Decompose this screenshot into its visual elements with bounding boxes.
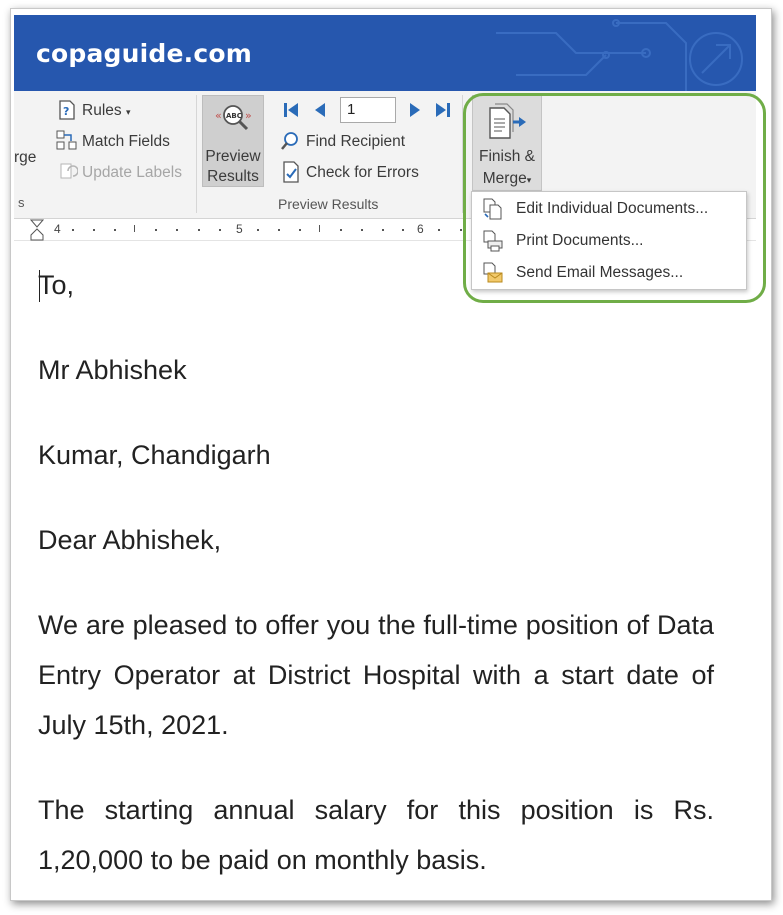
preview-results-label-line2: Results bbox=[207, 168, 259, 185]
find-recipient-button[interactable]: Find Recipient bbox=[306, 133, 406, 150]
highlight-callout bbox=[463, 93, 766, 303]
ruler-dot bbox=[114, 229, 116, 231]
ruler-dot bbox=[72, 229, 74, 231]
ruler-dot bbox=[219, 229, 221, 231]
ruler-dot bbox=[155, 229, 157, 231]
update-labels-button[interactable]: Update Labels bbox=[82, 164, 182, 181]
record-number-input[interactable]: 1 bbox=[340, 97, 396, 123]
ruler-dot bbox=[460, 229, 462, 231]
preview-results-label-line1: Preview bbox=[205, 148, 261, 165]
ruler-dot bbox=[438, 229, 440, 231]
check-errors-icon bbox=[282, 161, 302, 183]
ruler-number: 6 bbox=[417, 222, 424, 236]
menu-item-label: Send Email Messages... bbox=[516, 264, 684, 281]
ruler-dot bbox=[93, 229, 95, 231]
menu-item-label: Edit Individual Documents... bbox=[516, 200, 709, 217]
ruler-dot bbox=[402, 229, 404, 231]
ruler-tick bbox=[134, 225, 135, 232]
next-record-icon[interactable] bbox=[407, 101, 423, 119]
start-mail-merge-partial-label[interactable]: rge bbox=[14, 149, 37, 166]
preview-results-icon bbox=[214, 102, 254, 136]
circuit-decoration-icon bbox=[496, 15, 756, 91]
doc-paragraph-offer: We are pleased to offer you the full-time position of Data Entry Operator at District Hospital with a start date of July 15th, 2021. bbox=[38, 610, 714, 740]
svg-text:»: » bbox=[245, 109, 252, 122]
site-banner bbox=[14, 15, 756, 91]
svg-text:?: ? bbox=[63, 105, 70, 118]
previous-record-icon[interactable] bbox=[312, 101, 328, 119]
ruler-dot bbox=[340, 229, 342, 231]
rules-icon bbox=[58, 100, 76, 120]
ruler-number: 5 bbox=[236, 222, 243, 236]
ruler-tick bbox=[319, 225, 320, 232]
update-labels-icon bbox=[58, 161, 78, 181]
svg-text:«: « bbox=[215, 109, 222, 122]
indent-marker-icon[interactable] bbox=[30, 219, 44, 241]
svg-text:ABC: ABC bbox=[226, 112, 242, 120]
rules-label: Rules bbox=[82, 102, 122, 119]
doc-line-name: Mr Abhishek bbox=[38, 355, 187, 385]
site-brand: copaguide.com bbox=[36, 39, 253, 68]
doc-paragraph-salary: The starting annual salary for this position is Rs. 1,20,000 to be paid on monthly basis. bbox=[38, 795, 714, 875]
doc-line-greeting: Dear Abhishek, bbox=[38, 525, 222, 555]
ruler-dot bbox=[299, 229, 301, 231]
find-recipient-icon bbox=[280, 131, 300, 151]
chevron-down-icon: ▾ bbox=[125, 107, 131, 117]
match-fields-icon bbox=[56, 130, 78, 150]
check-errors-button[interactable]: Check for Errors bbox=[306, 164, 419, 181]
doc-line-salutation-to: To, bbox=[38, 270, 75, 300]
group-label-preview-results: Preview Results bbox=[278, 196, 379, 212]
group-label-partial: s bbox=[18, 195, 25, 210]
finish-merge-label-text: Merge bbox=[482, 170, 527, 187]
ruler-dot bbox=[198, 229, 200, 231]
ruler-dot bbox=[257, 229, 259, 231]
match-fields-button[interactable]: Match Fields bbox=[82, 133, 170, 150]
ruler-dot bbox=[278, 229, 280, 231]
rules-button[interactable] bbox=[82, 102, 130, 120]
preview-results-button[interactable] bbox=[202, 95, 264, 187]
ruler-dot bbox=[361, 229, 363, 231]
group-divider bbox=[196, 95, 197, 213]
doc-line-address: Kumar, Chandigarh bbox=[38, 440, 271, 470]
ruler-number: 4 bbox=[54, 222, 61, 236]
first-record-icon[interactable] bbox=[282, 101, 300, 119]
last-record-icon[interactable] bbox=[434, 101, 452, 119]
menu-item-label: Print Documents... bbox=[516, 232, 644, 249]
ruler-dot bbox=[382, 229, 384, 231]
chevron-down-icon: ▾ bbox=[526, 175, 532, 185]
finish-merge-label-line1: Finish & bbox=[479, 148, 535, 165]
ruler-dot bbox=[176, 229, 178, 231]
